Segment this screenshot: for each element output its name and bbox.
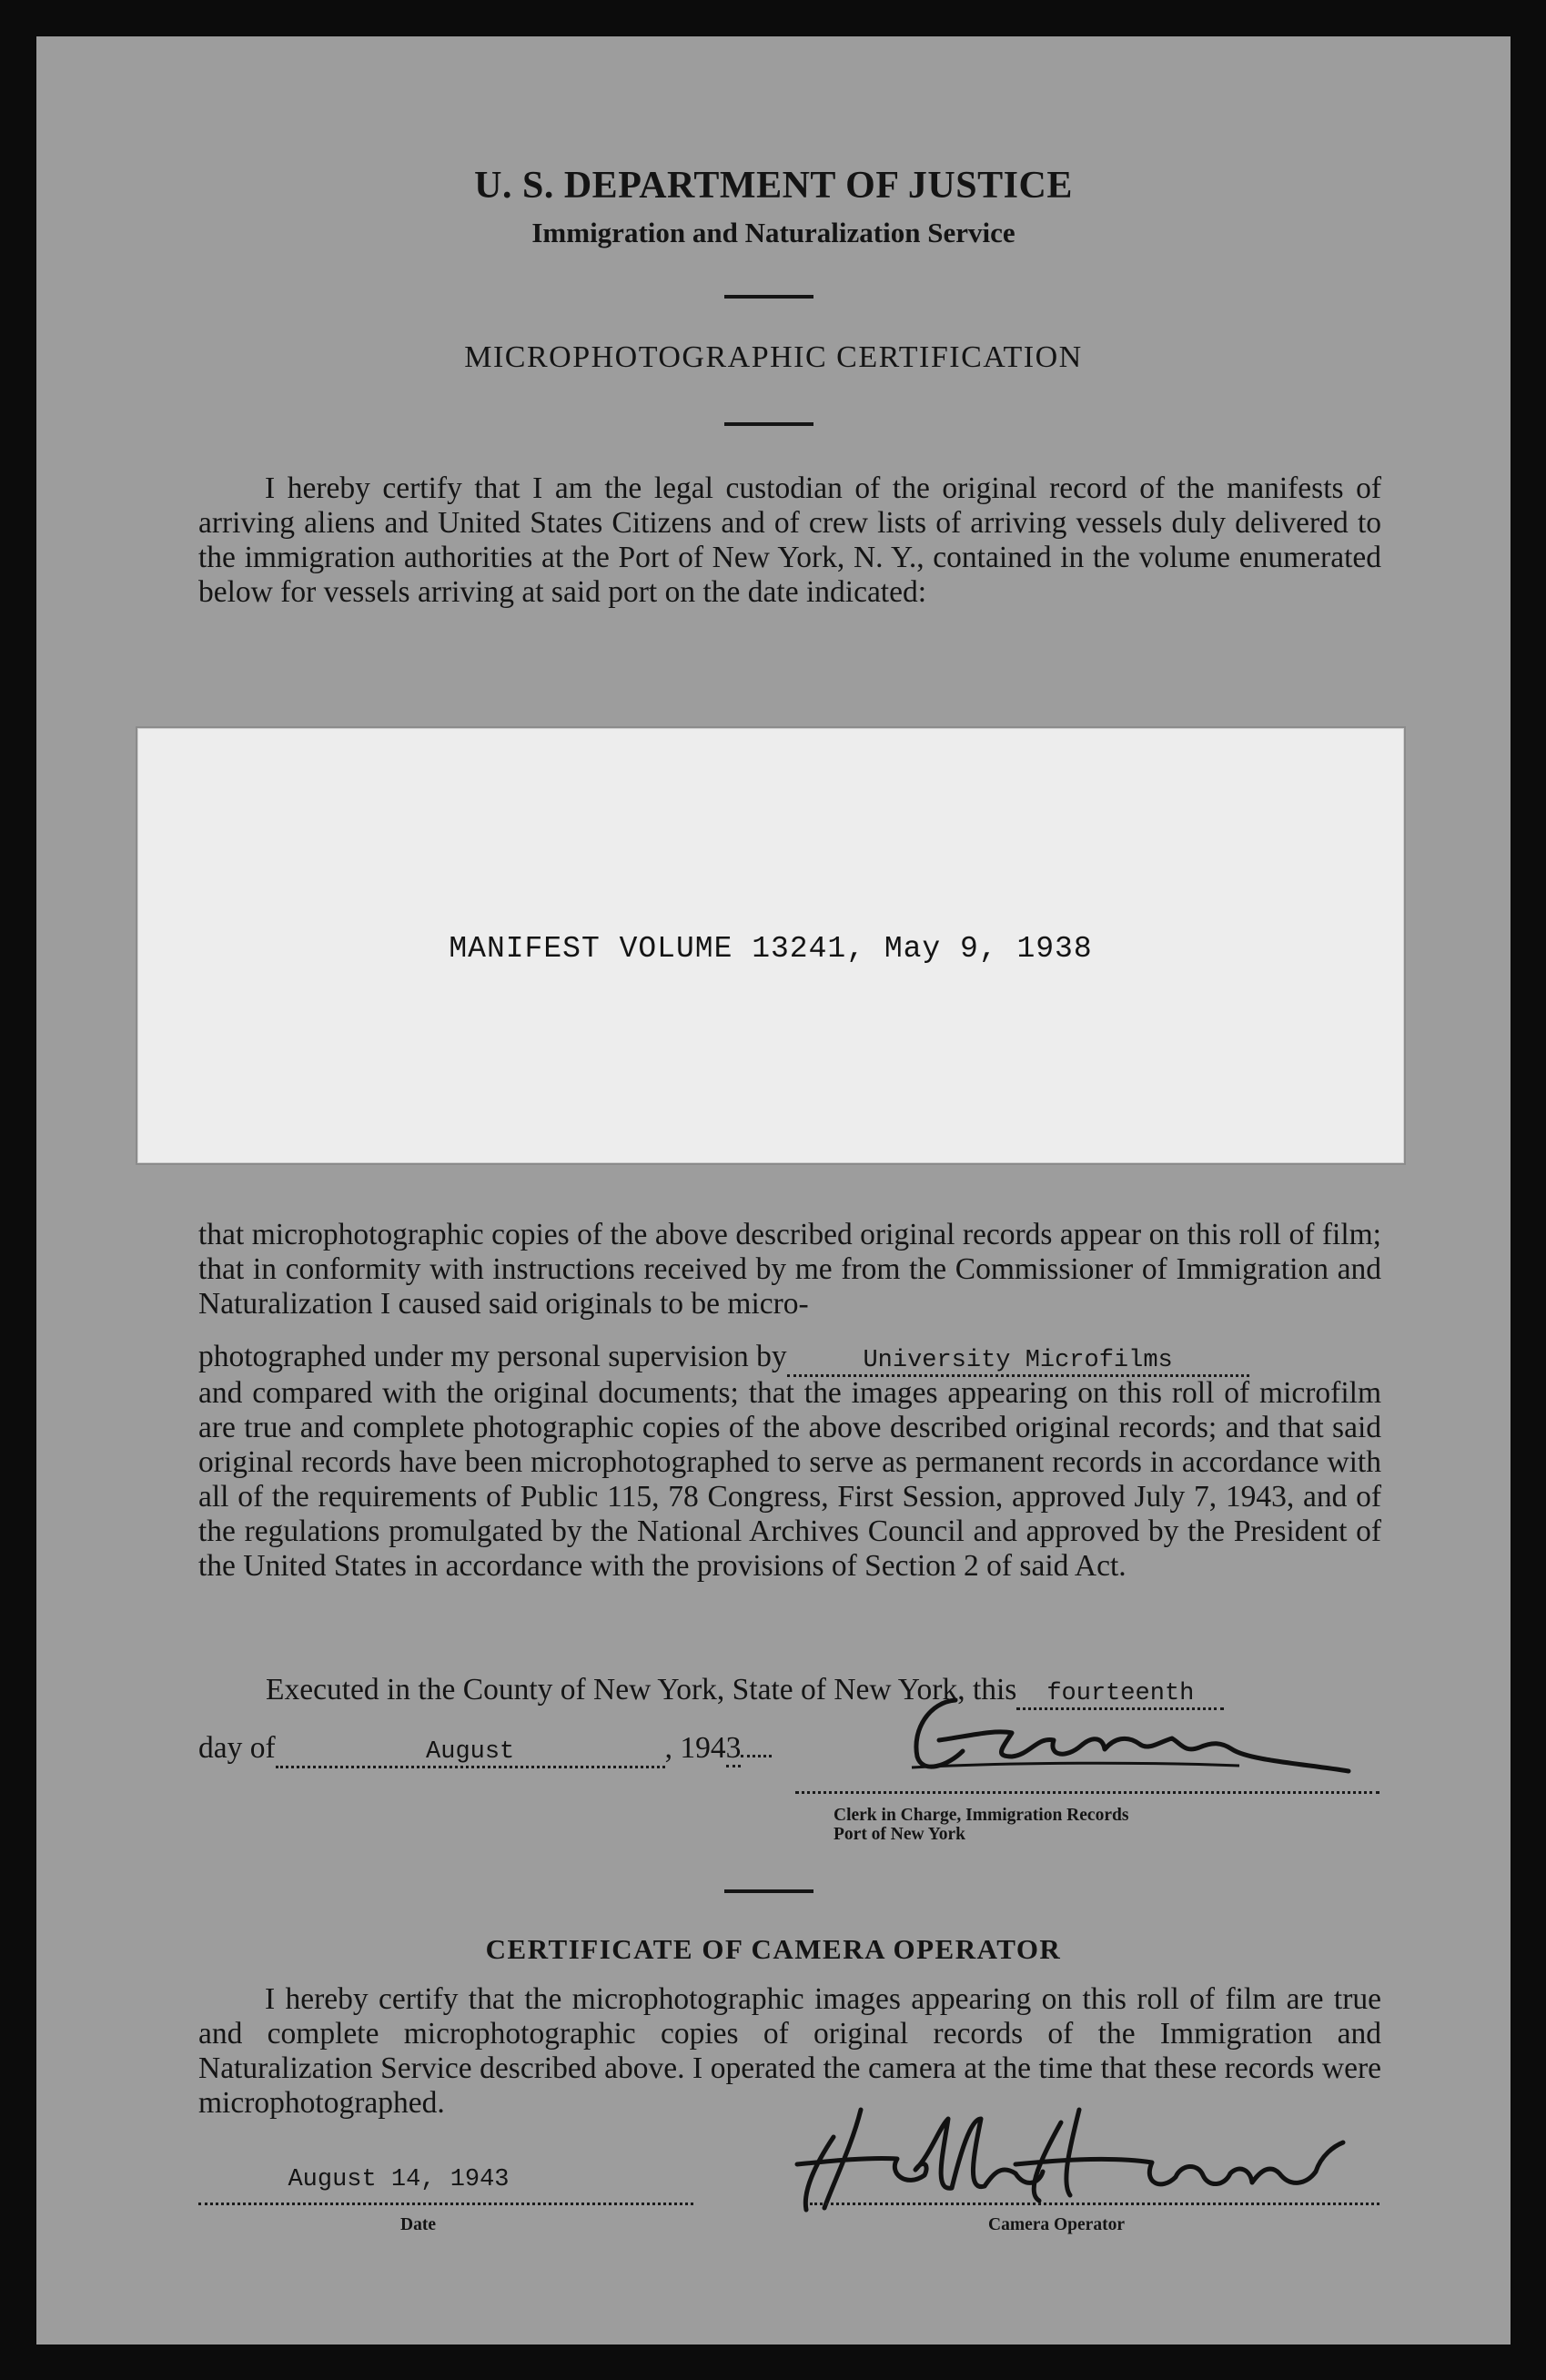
day-field: fourteenth [1016, 1680, 1224, 1710]
date-line [198, 2203, 693, 2205]
operator-signature-line [810, 2203, 1379, 2205]
divider [724, 422, 813, 426]
manifest-label-box [136, 726, 1406, 1165]
clerk-caption [834, 1806, 1128, 1844]
clerk-title: Clerk in Charge, Immigration Records [834, 1806, 1129, 1825]
year-dots [741, 1755, 772, 1757]
certification-body-c: and compared with the original documents; that the images appearing on this roll of microfilm are true and complete photographic copies of the above described original records; and that said original records have been microphotographed to serve as permanent records in accordance with all of the requirements of Public 115, 78 Congress, First Session, approved July 7, 1943, and of the regulations promulgated by the National Archives Council and approved by the President of the United States in accordance with the provisions of Section 2 of said Act. [198, 1376, 1381, 1583]
certification-body-a: that microphotographic copies of the above described original records appear on this roll of film; that in conformity with instructions received by me from the Commissioner of Immigration and Naturalization I caused said originals to be micro- [198, 1218, 1381, 1321]
year-prefix: , 194 [664, 1731, 726, 1765]
certification-title: MICROPHOTOGRAPHIC CERTIFICATION [464, 340, 1083, 374]
date-label: Date [400, 2215, 436, 2234]
clerk-signature-line [795, 1791, 1379, 1794]
manifest-volume-text: MANIFEST VOLUME 13241, May 9, 1938 [449, 932, 1093, 966]
department-heading: U. S. DEPARTMENT OF JUSTICE [474, 165, 1073, 207]
operator-date-value: August 14, 1943 [288, 2166, 510, 2193]
supervisor-prefix: photographed under my personal supervision by [198, 1340, 787, 1373]
day-of-line [198, 1731, 772, 1768]
service-subheading: Immigration and Naturalization Service [531, 217, 1016, 248]
year-field: 3 [726, 1731, 742, 1767]
certificate-sheet [36, 36, 1511, 2345]
supervisor-line [198, 1340, 1381, 1377]
clerk-signature [875, 1693, 1385, 1784]
divider [724, 295, 813, 299]
supervisor-field: University Microfilms [787, 1347, 1249, 1377]
operator-label: Camera Operator [988, 2215, 1125, 2234]
day-of-label: day of [198, 1731, 276, 1765]
clerk-port: Port of New York [834, 1825, 965, 1844]
executed-prefix: Executed in the County of New York, State of New York, this [266, 1673, 1017, 1707]
camera-operator-text: I hereby certify that the microphotographic images appearing on this roll of film are true and complete microphotographic copies of original records of the Immigration and Naturalization Service described above. I operated the camera at the time that these records were microphotographed. [198, 1982, 1381, 2120]
divider [724, 1889, 813, 1893]
certification-intro: I hereby certify that I am the legal custodian of the original record of the manifests of arriving aliens and United States Citizens and of crew lists of arriving vessels duly delivered to the immigration authorities at the Port of New York, N. Y., contained in the volume enumerated below for vessels arriving at said port on the date indicated: [198, 471, 1381, 609]
month-field: August [276, 1738, 665, 1768]
operator-signature [770, 2101, 1352, 2219]
camera-operator-title: CERTIFICATE OF CAMERA OPERATOR [485, 1933, 1062, 1965]
